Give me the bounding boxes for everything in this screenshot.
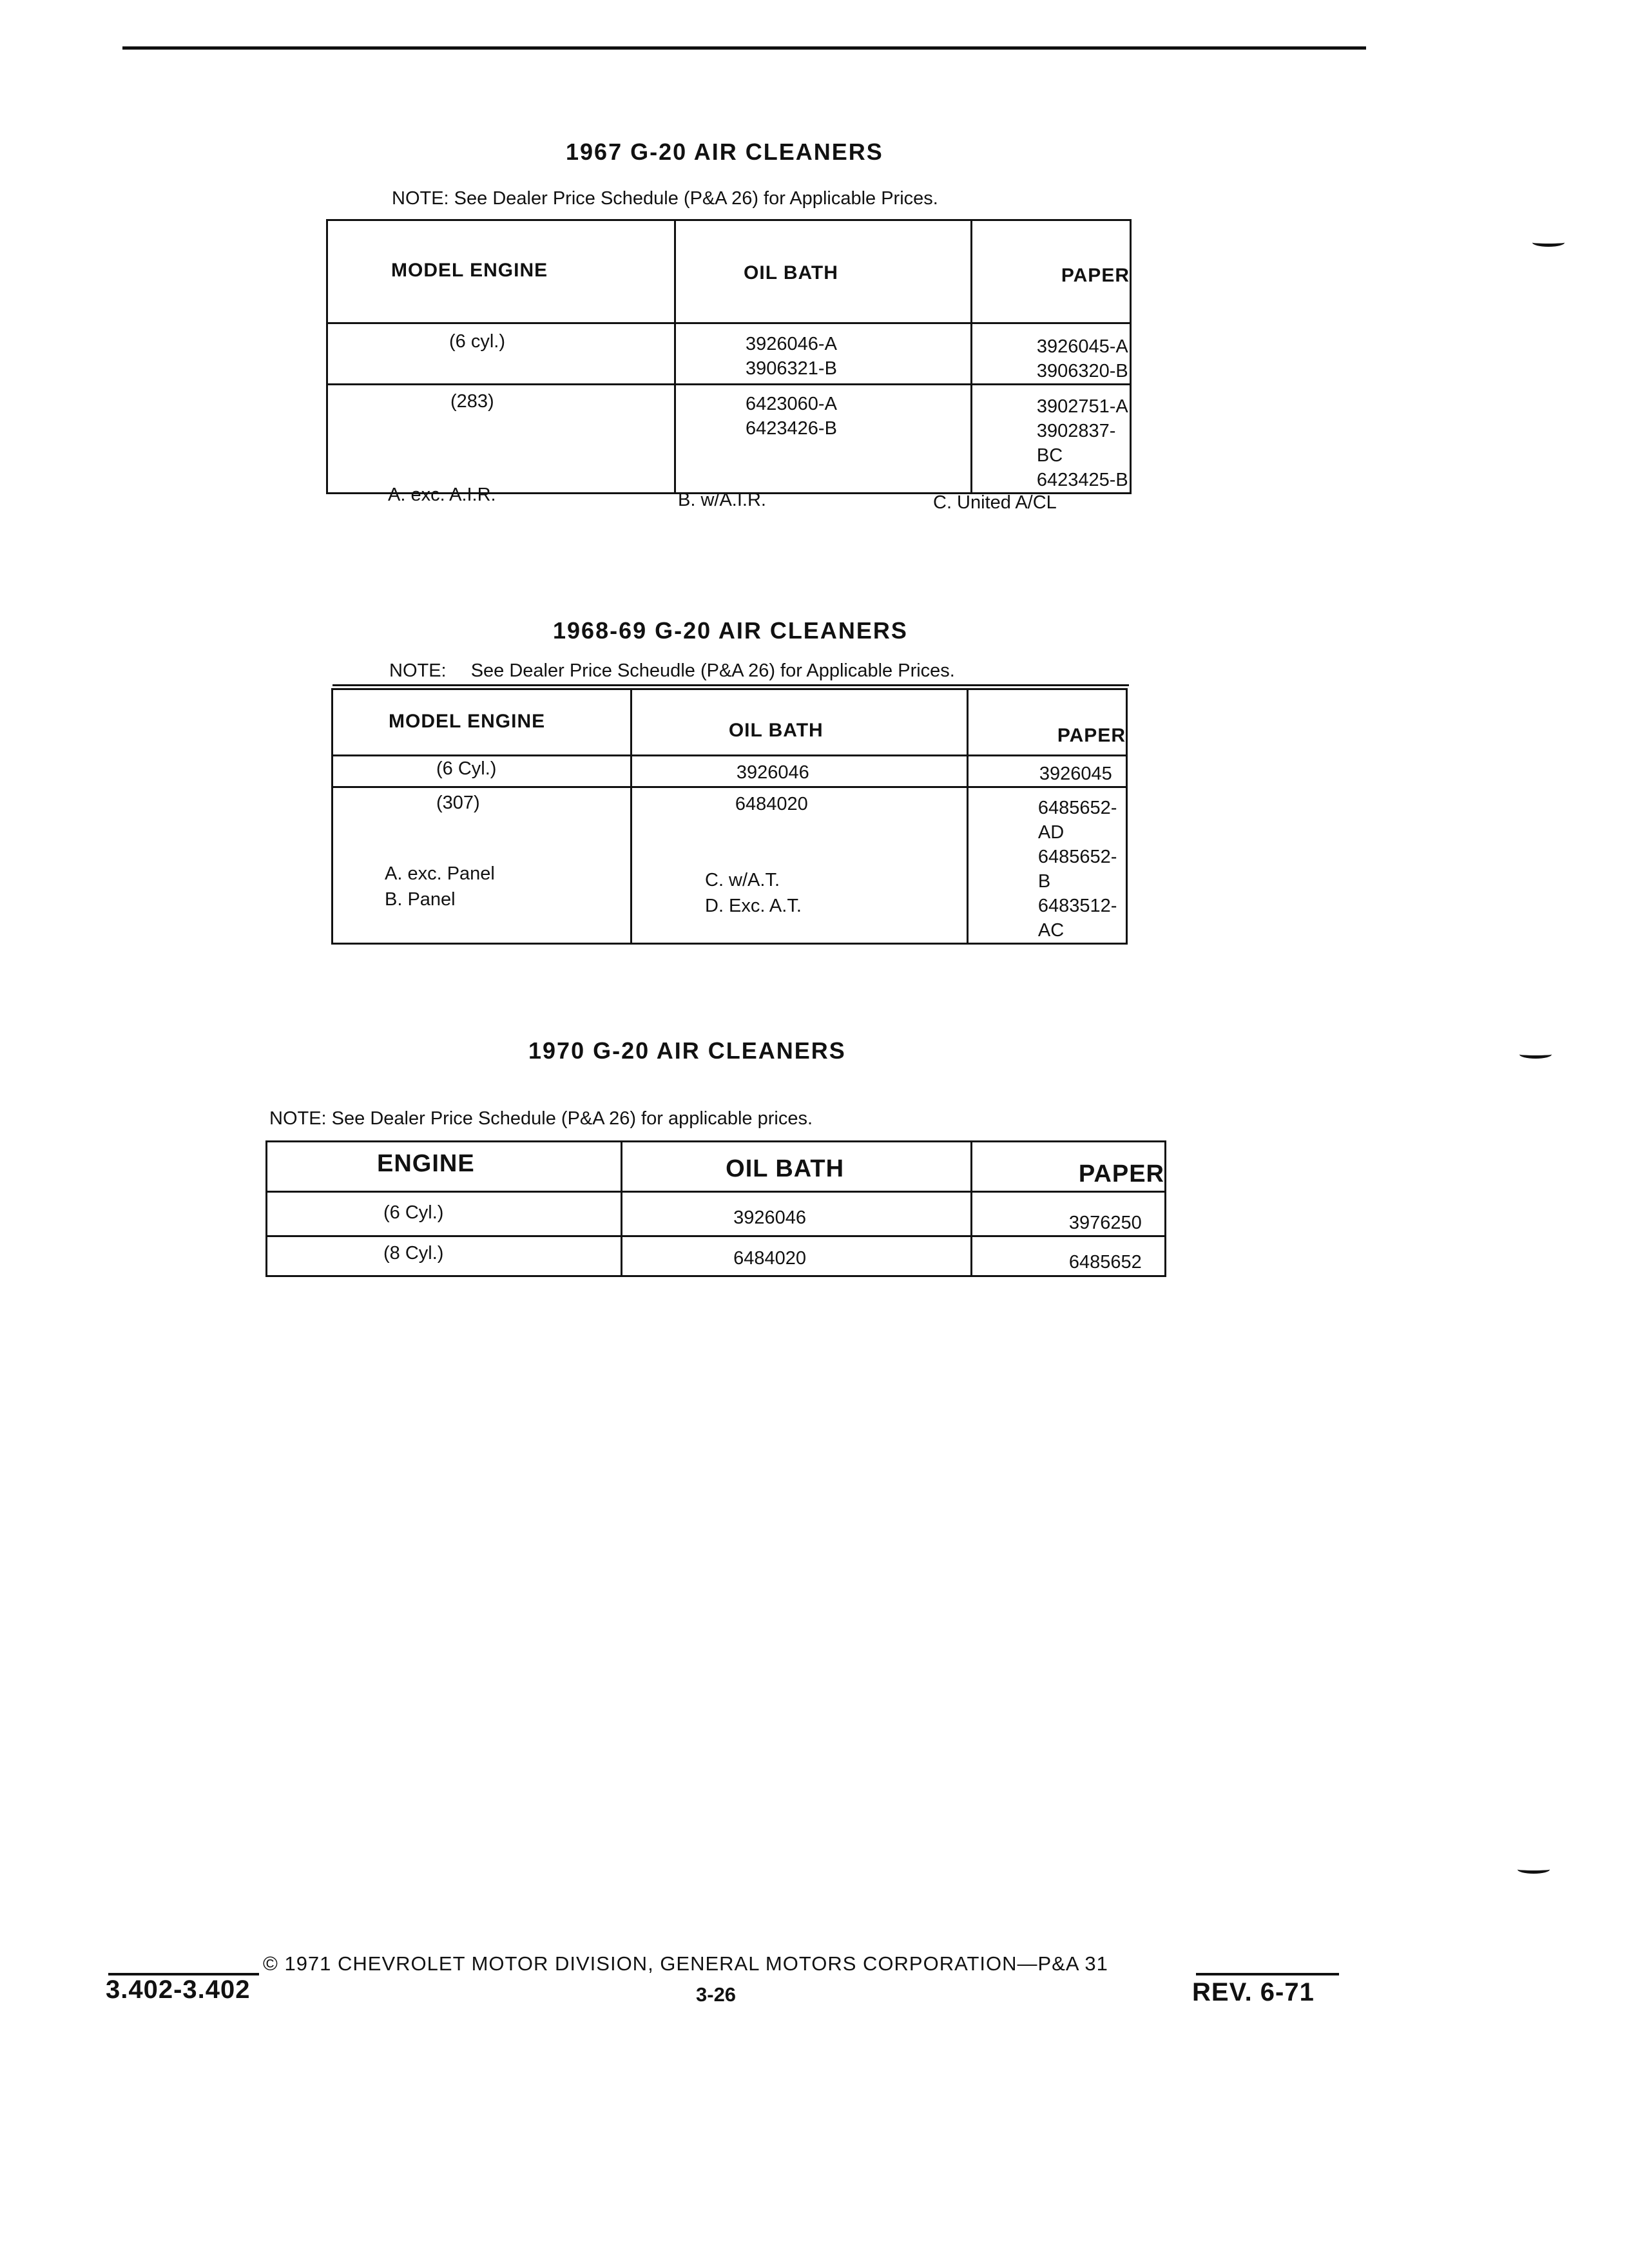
header-model-engine: MODEL ENGINE: [327, 220, 675, 323]
table-row-oil-bath: 6484020: [631, 787, 967, 944]
table-row-oil-bath: 3926046: [622, 1192, 972, 1236]
footer-rule-right: [1196, 1973, 1339, 1975]
margin-mark: [1518, 1865, 1550, 1874]
margin-mark: [1519, 1050, 1552, 1059]
section-number: 3.402-3.402: [106, 1975, 251, 2004]
header-oil-bath: OIL BATH: [622, 1142, 972, 1192]
part-number: 3926045-A: [1036, 336, 1128, 357]
footnote: A. exc. A.I.R.: [388, 485, 496, 505]
part-number: 6423060-A: [746, 394, 837, 414]
header-oil-bath: OIL BATH: [675, 220, 972, 323]
table-row-paper: 3976250: [971, 1192, 1165, 1236]
part-number: 6485652-AD: [1037, 798, 1117, 843]
table-row-paper: [971, 385, 1130, 494]
table-row-paper: 6485652: [971, 1236, 1165, 1276]
part-number: 3906320-B: [1036, 361, 1128, 381]
header-paper: PAPER: [967, 689, 1126, 756]
parts-table-1967: [326, 219, 1132, 494]
note-underline: [333, 684, 1129, 686]
part-number: 6423425-B: [1036, 470, 1128, 490]
table-row-engine: (8 Cyl.): [267, 1236, 622, 1276]
table-row-paper: 3926045: [967, 756, 1126, 787]
table-row-engine: (6 cyl.): [327, 323, 675, 385]
revision: REV. 6-71: [1192, 1978, 1315, 2006]
top-rule: [122, 46, 1366, 50]
part-number: 3902837-BC: [1036, 421, 1116, 466]
table-row-oil-bath: [675, 323, 972, 385]
table-row-oil-bath: 6484020: [622, 1236, 972, 1276]
footnote: B. w/A.I.R.: [678, 490, 766, 510]
header-paper: PAPER: [971, 220, 1130, 323]
header-paper: PAPER: [971, 1142, 1165, 1192]
footnote: C. w/A.T.: [705, 870, 780, 890]
table-row-engine: (6 Cyl.): [333, 756, 631, 787]
header-oil-bath: OIL BATH: [631, 689, 967, 756]
part-number: 6423426-B: [746, 418, 837, 439]
table-row-engine: (283): [327, 385, 675, 494]
section-title-1967: 1967 G-20 AIR CLEANERS: [566, 139, 883, 165]
table-row-engine: (307): [333, 787, 631, 944]
part-number: 3926046-A: [746, 334, 837, 354]
table-row-oil-bath: 3926046: [631, 756, 967, 787]
parts-table-1970: [265, 1140, 1166, 1277]
section-title-1968-69: 1968-69 G-20 AIR CLEANERS: [553, 617, 908, 644]
note-1968-69: [389, 660, 955, 682]
header-engine: ENGINE: [267, 1142, 622, 1192]
footnote: D. Exc. A.T.: [705, 896, 802, 916]
table-row-paper: [971, 323, 1130, 385]
footnote: B. Panel: [385, 889, 456, 910]
note-label: NOTE:: [389, 660, 447, 681]
footnote: A. exc. Panel: [385, 863, 495, 884]
page-number: 3-26: [696, 1983, 737, 2006]
part-number: 6483512-AC: [1037, 896, 1117, 941]
part-number: 3906321-B: [746, 358, 837, 379]
header-model-engine: MODEL ENGINE: [333, 689, 631, 756]
table-row-paper: [967, 787, 1126, 944]
part-number: 3902751-A: [1036, 396, 1128, 417]
copyright-line: © 1971 CHEVROLET MOTOR DIVISION, GENERAL MOTORS CORPORATION—P&A 31: [263, 1952, 1108, 1975]
note-1970: NOTE: See Dealer Price Schedule (P&A 26) for applicable prices.: [269, 1108, 813, 1129]
table-row-engine: (6 Cyl.): [267, 1192, 622, 1236]
note-1967: NOTE: See Dealer Price Schedule (P&A 26) for Applicable Prices.: [392, 188, 938, 209]
footnote: C. United A/CL: [933, 492, 1057, 513]
table-row-oil-bath: [675, 385, 972, 494]
margin-mark: [1532, 238, 1565, 247]
part-number: 6485652-B: [1037, 847, 1117, 892]
note-text: See Dealer Price Scheudle (P&A 26) for Applicable Prices.: [470, 660, 955, 681]
section-title-1970: 1970 G-20 AIR CLEANERS: [528, 1037, 846, 1064]
